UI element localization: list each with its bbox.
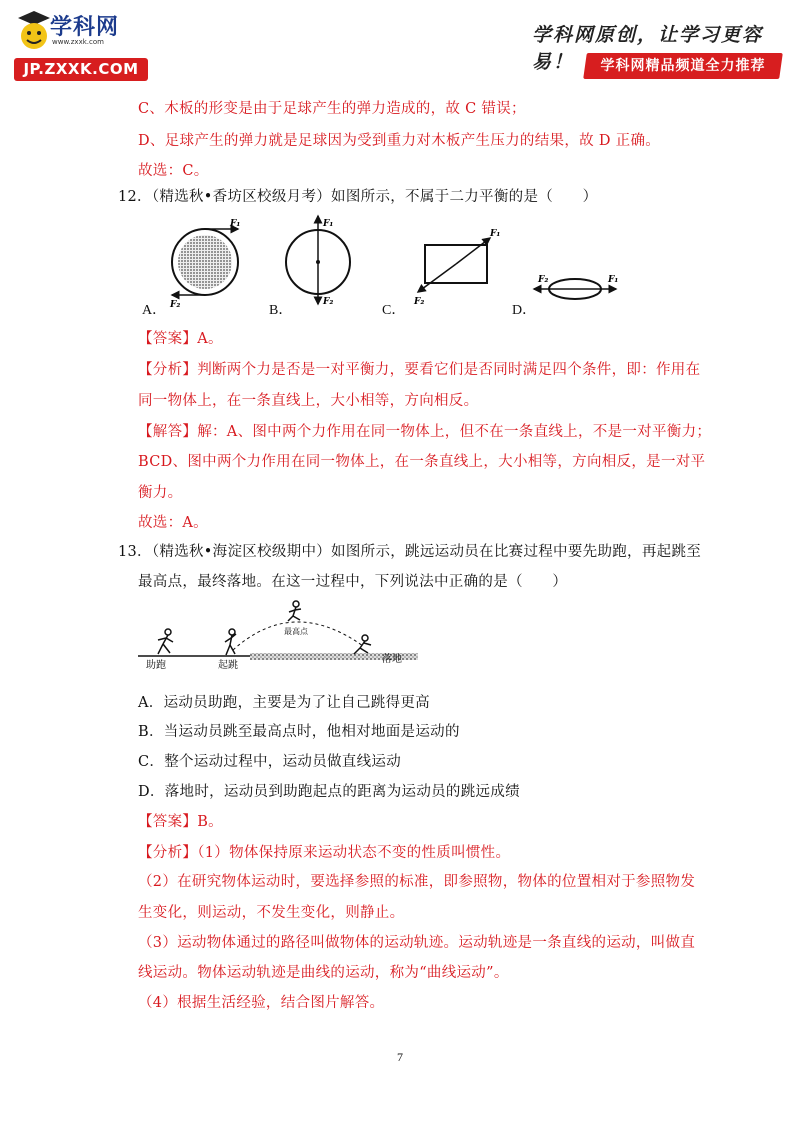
figure-b-disc (286, 216, 350, 307)
q13-option-d: D．落地时，运动员到助跑起点的距离为运动员的跳远成绩 (138, 784, 520, 800)
figure-a-disc (169, 219, 240, 310)
jumper-top-figure (288, 601, 301, 621)
q13-option-a: A．运动员助跑，主要是为了让自己跳得更高 (138, 695, 430, 711)
q13-long-jump-figure (138, 598, 428, 670)
q12-solution-line1: 【解答】解：A、图中两个力作用在同一物体上，但不在一条直线上，不是一对平衡力； (138, 424, 712, 440)
header-slogan: 学科网原创，让学习更容易！ (532, 24, 764, 73)
q12-analysis-line2: 同一物体上，在一条直线上，大小相等，方向相反。 (138, 393, 479, 409)
q12-choose: 故选：A。 (138, 515, 208, 531)
q13-option-c: C．整个运动过程中，运动员做直线运动 (138, 754, 401, 770)
q12-answer: 【答案】A。 (138, 331, 223, 347)
label-land: 落地 (382, 654, 402, 665)
q13-stem-line2: 最高点，最终落地。在这一过程中，下列说法中正确的是（ ） (138, 574, 568, 590)
prev-option-d-explanation: D、足球产生的弹力就是足球因为受到重力对木板产生压力的结果，故 D 正确。 (138, 133, 661, 149)
q13-analysis-line5: 线运动。物体运动轨迹是曲线的运动，称为“曲线运动”。 (138, 965, 509, 981)
q13-analysis-line3: 生变化，则运动，不发生变化，则静止。 (138, 905, 405, 921)
svg-text:F₁: F₁ (323, 219, 334, 229)
mascot-icon (14, 8, 54, 56)
jumper-landing-figure (354, 635, 371, 654)
q13-option-b: B．当运动员跳至最高点时，他相对地面是运动的 (138, 724, 460, 740)
q12-solution-line2: BCD、图中两个力作用在同一物体上，在一条直线上，大小相等，方向相反，是一对平 (138, 454, 706, 470)
label-run: 助跑 (146, 660, 166, 670)
prev-choose: 故选：C。 (138, 163, 209, 179)
logo-domain: JP.ZXXK.COM (23, 60, 139, 78)
runner-figure (158, 629, 173, 654)
figure-c-rectangle (413, 229, 500, 307)
q13-analysis-line4: （3）运动物体通过的路径叫做物体的运动轨迹。运动轨迹是一条直线的运动，叫做直 (138, 935, 696, 951)
svg-text:F₁: F₁ (230, 219, 241, 229)
svg-text:F₂: F₂ (323, 297, 334, 307)
q13-stem-line1: 13．（精选秋•海淀区校级期中）如图所示，跳远运动员在比赛过程中要先助跑，再起跳至 (118, 544, 702, 560)
q13-answer: 【答案】B。 (138, 814, 223, 830)
q12-analysis-line1: 【分析】判断两个力是否是一对平衡力，要看它们是否同时满足四个条件，即：作用在 (138, 362, 701, 378)
q13-analysis-line6: （4）根据生活经验，结合图片解答。 (138, 995, 385, 1011)
banner-text: 学科网精品频道全力推荐 (600, 58, 766, 74)
figure-d-ellipse (534, 275, 618, 299)
q12-figures (160, 212, 720, 322)
svg-text:F₂: F₂ (170, 300, 181, 310)
prev-option-c-explanation: C、木板的形变是由于足球产生的弹力造成的，故 C 错误； (138, 101, 526, 117)
svg-text:F₁: F₁ (608, 275, 619, 285)
logo-url: www.zxxk.com (52, 38, 104, 46)
q13-analysis-line2: （2）在研究物体运动时，要选择参照的标准，即参照物，物体的位置相对于参照物发 (138, 874, 696, 890)
svg-text:F₂: F₂ (414, 297, 425, 307)
logo-text: 学科网 (50, 15, 120, 40)
jumper-takeoff-figure (225, 629, 236, 655)
q12-option-a: A． (142, 303, 167, 318)
label-jump: 起跳 (218, 660, 238, 670)
q12-solution-line3: 衡力。 (138, 485, 183, 501)
q12-option-c: C． (382, 303, 406, 318)
label-top: 最高点 (284, 627, 308, 636)
q12-stem: 12．（精选秋•香坊区校级月考）如图所示，不属于二力平衡的是（ ） (118, 189, 598, 205)
q12-option-b: B． (269, 303, 293, 318)
svg-text:F₂: F₂ (538, 275, 549, 285)
page-number: 7 (397, 1050, 403, 1064)
svg-text:F₁: F₁ (490, 229, 501, 239)
logo-domain-box (14, 58, 148, 81)
q13-analysis-line1: 【分析】（1）物体保持原来运动状态不变的性质叫惯性。 (138, 845, 511, 861)
header-banner (583, 53, 783, 79)
q12-option-d: D． (512, 303, 537, 318)
